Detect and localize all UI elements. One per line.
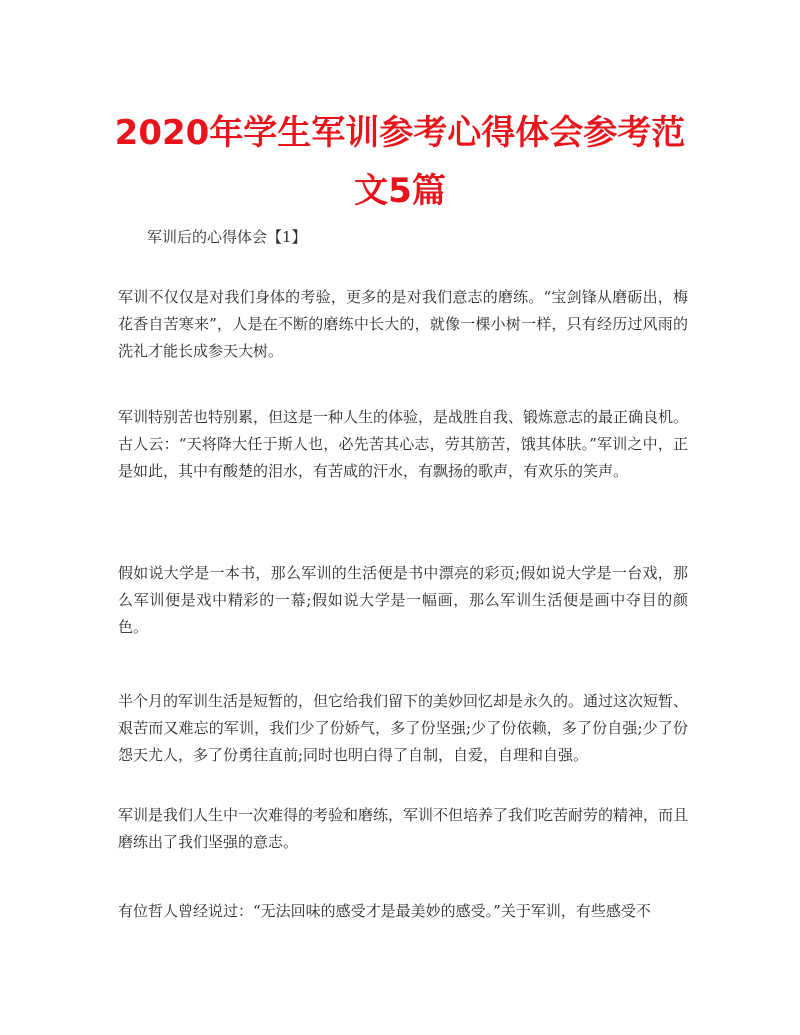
- paragraph-5: 军训是我们人生中一次难得的考验和磨练，军训不但培养了我们吃苦耐劳的精神，而且磨练出了我们坚强的意志。: [118, 806, 689, 851]
- section-heading: 军训后的心得体会【1】: [147, 228, 307, 246]
- paragraph-6: 有位哲人曾经说过：“无法回味的感受才是最美妙的感受。”关于军训，有些感受不: [118, 902, 651, 920]
- document-title: 2020年学生军训参考心得体会参考范文5篇: [114, 113, 686, 211]
- paragraph-4: 半个月的军训生活是短暂的，但它给我们留下的美妙回忆却是永久的。通过这次短暂、艰苦而又难忘的军训，我们少了份娇气，多了份坚强;少了份依赖，多了份自强;少了份怨天尤人，多了份勇往直前;同时也明白得了自制，自爱，自理和自强。: [118, 692, 689, 764]
- paragraph-1: 军训不仅仅是对我们身体的考验，更多的是对我们意志的磨练。“宝剑锋从磨砺出，梅花香自苦寒来”，人是在不断的磨练中长大的，就像一棵小树一样，只有经历过风雨的洗礼才能长成参天大树。: [118, 288, 688, 360]
- paragraph-3: 假如说大学是一本书，那么军训的生活便是书中漂亮的彩页;假如说大学是一台戏，那么军训便是戏中精彩的一幕;假如说大学是一幅画，那么军训生活便是画中夺目的颜色。: [118, 564, 688, 636]
- paragraph-2: 军训特别苦也特别累，但这是一种人生的体验，是战胜自我、锻炼意志的最正确良机。古人云：“天将降大任于斯人也，必先苦其心志，劳其筋苦，饿其体肤。”军训之中，正是如此，其中有酸楚的泪水，有苦咸的汗水，有飘扬的歌声，有欢乐的笑声。: [118, 408, 689, 480]
